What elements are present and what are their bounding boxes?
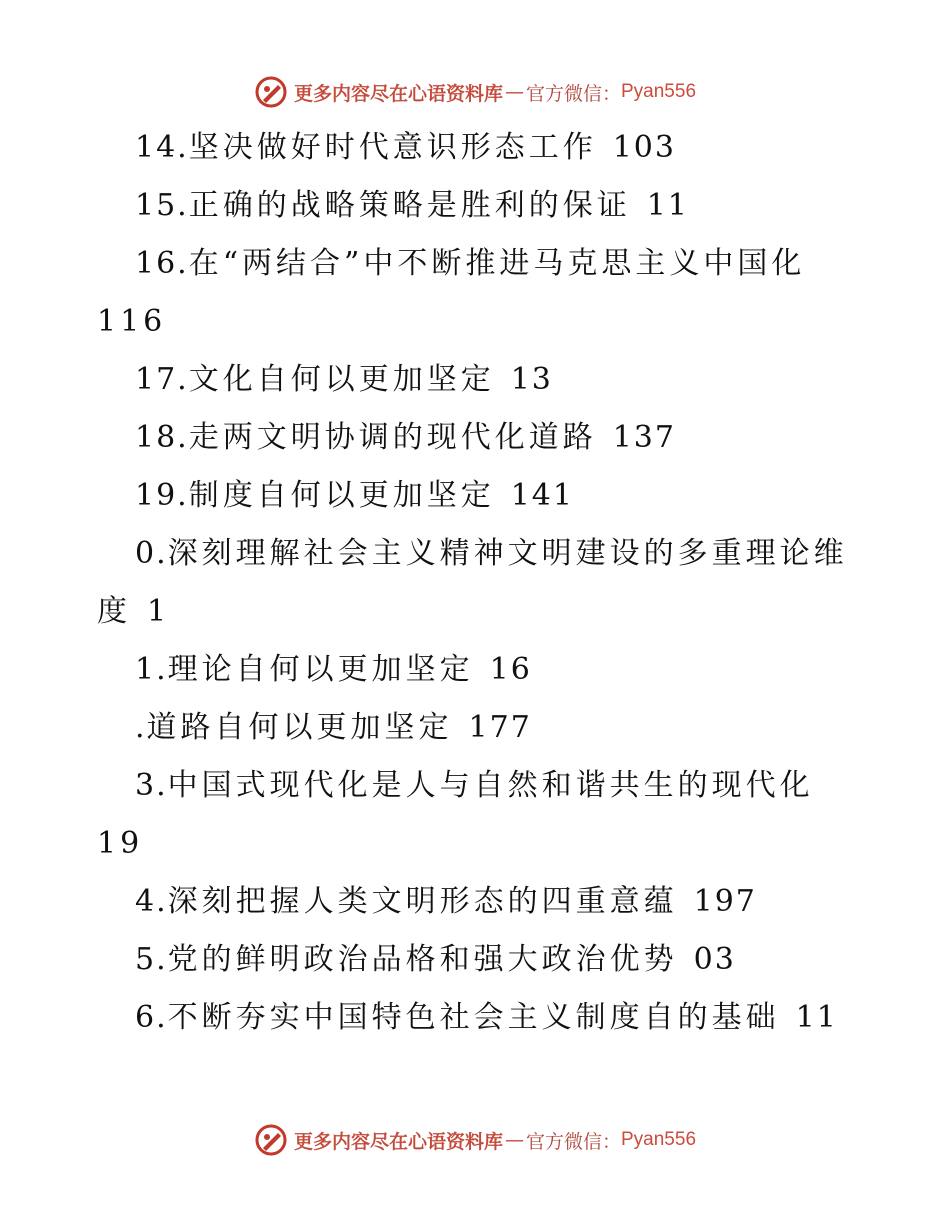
toc-entry — [135, 989, 838, 1047]
watermark-header — [0, 72, 950, 112]
toc-entry-number: 1. — [135, 652, 168, 687]
toc-entry-number: 19. — [135, 478, 189, 513]
toc-entry-number: 3. — [135, 768, 168, 803]
pen-circle-logo-icon — [254, 75, 288, 109]
toc-entry — [135, 699, 532, 757]
toc-entry-title: 度 — [97, 594, 131, 629]
toc-entry-number: 17. — [135, 362, 189, 397]
toc-entry — [135, 931, 736, 989]
watermark-dash: — — [504, 81, 524, 103]
toc-entry-number: 15. — [135, 188, 189, 223]
toc-entry — [135, 235, 821, 293]
toc-entry-page: 03 — [693, 942, 736, 977]
toc-entry-title: 在“两结合”中不断推进马克思主义中国化 — [188, 246, 806, 281]
toc-entry-number: 14. — [135, 130, 189, 165]
toc-entry-number: 18. — [135, 420, 189, 455]
watermark-main-text: 更多内容尽在心语资料库 — [293, 82, 503, 105]
toc-entry-page: 177 — [468, 710, 532, 745]
toc-entry-title: 文化自何以更加坚定 — [188, 362, 495, 397]
toc-entry-page: 137 — [612, 420, 676, 455]
watermark-official-label: 官方微信： — [525, 1130, 621, 1153]
toc-entry-page: 103 — [612, 130, 676, 165]
toc-entry — [135, 177, 689, 235]
toc-entry-number: . — [135, 710, 147, 745]
toc-entry — [135, 409, 676, 467]
toc-entry-page: 197 — [693, 884, 757, 919]
toc-entry-page: 1 — [147, 594, 169, 629]
toc-entry-title: 走两文明协调的现代化道路 — [188, 420, 597, 455]
toc-entry-title: 深刻理解社会主义精神文明建设的多重理论维 — [167, 536, 848, 571]
toc-entry-title: 道路自何以更加坚定 — [146, 710, 453, 745]
toc-entry — [135, 119, 676, 177]
watermark-dash: — — [504, 1129, 524, 1151]
toc-entry-title: 制度自何以更加坚定 — [188, 478, 495, 513]
watermark-footer — [0, 1120, 950, 1160]
toc-entry-title: 116 — [97, 304, 167, 339]
toc-entry-title: 不断夯实中国特色社会主义制度自的基础 — [167, 1000, 780, 1035]
toc-entry-title: 中国式现代化是人与自然和谐共生的现代化 — [167, 768, 814, 803]
toc-entry — [135, 641, 532, 699]
toc-entry-number: 0. — [135, 536, 168, 571]
toc-entry-continuation — [97, 815, 143, 873]
toc-entry — [135, 351, 553, 409]
toc-entry — [135, 525, 864, 583]
toc-entry-title: 深刻把握人类文明形态的四重意蕴 — [167, 884, 678, 919]
toc-entry-number: 4. — [135, 884, 168, 919]
toc-entry-page: 141 — [510, 478, 574, 513]
toc-entry-title: 19 — [97, 826, 144, 861]
toc-entry-page: 11 — [646, 188, 689, 223]
watermark-wechat-id: Pyan556 — [621, 1129, 697, 1150]
pen-circle-logo-icon — [254, 1123, 288, 1157]
toc-entry-page: 16 — [489, 652, 532, 687]
toc-entry — [135, 873, 757, 931]
toc-entry — [135, 757, 830, 815]
toc-entry-continuation — [97, 583, 168, 641]
watermark-wechat-id: Pyan556 — [621, 81, 697, 102]
toc-entry-number: 5. — [135, 942, 168, 977]
toc-entry-continuation — [97, 293, 166, 351]
toc-entry-title: 党的鲜明政治品格和强大政治优势 — [167, 942, 678, 977]
toc-entry — [135, 467, 574, 525]
toc-entry-page: 13 — [510, 362, 553, 397]
toc-entry-number: 6. — [135, 1000, 168, 1035]
toc-entry-title: 正确的战略策略是胜利的保证 — [188, 188, 631, 223]
toc-entry-number: 16. — [135, 246, 189, 281]
toc-entry-title: 坚决做好时代意识形态工作 — [188, 130, 597, 165]
watermark-main-text: 更多内容尽在心语资料库 — [293, 1130, 503, 1153]
toc-entry-page: 11 — [795, 1000, 838, 1035]
toc-entry-title: 理论自何以更加坚定 — [167, 652, 474, 687]
watermark-official-label: 官方微信： — [525, 82, 621, 105]
